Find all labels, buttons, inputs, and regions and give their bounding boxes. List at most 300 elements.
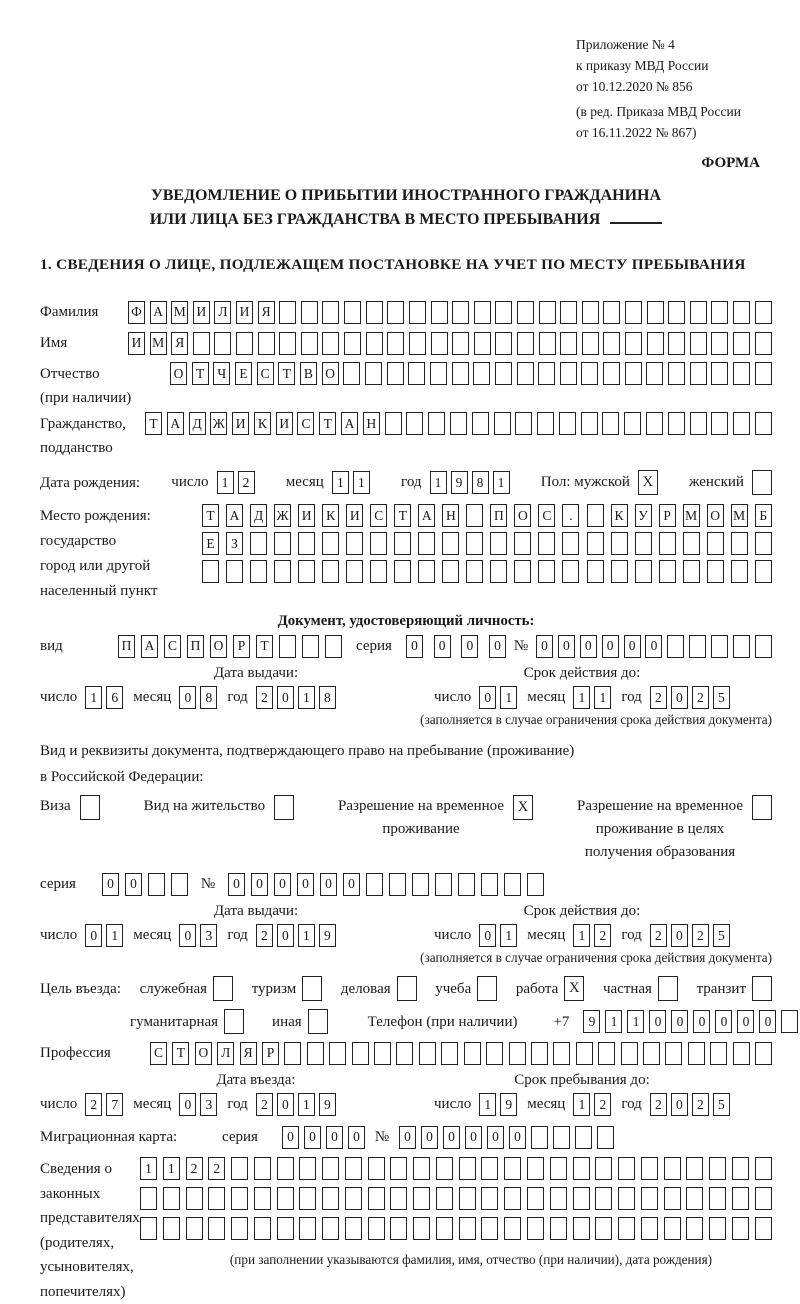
surname-cell[interactable]	[647, 301, 664, 324]
patronymic-cell[interactable]	[343, 362, 360, 385]
representative-cell[interactable]	[732, 1187, 749, 1210]
representative-cell[interactable]	[504, 1187, 521, 1210]
birthplace-cell[interactable]: А	[418, 504, 435, 527]
doc-valid-year-cell[interactable]: 2	[650, 686, 667, 709]
profession-cell[interactable]	[352, 1042, 369, 1065]
birthplace-cell[interactable]	[250, 532, 267, 555]
birthplace-cell[interactable]	[226, 560, 243, 583]
representative-cell[interactable]	[686, 1187, 703, 1210]
doc-valid-month-cell[interactable]: 1	[573, 686, 590, 709]
stay-month-cell[interactable]: 2	[594, 1093, 611, 1116]
representative-cell[interactable]	[345, 1157, 362, 1180]
name-cell[interactable]	[495, 332, 512, 355]
permit-issue-year-cell[interactable]: 9	[319, 924, 336, 947]
birthplace-cell[interactable]	[587, 504, 604, 527]
patronymic-cell[interactable]: Т	[278, 362, 295, 385]
representative-cell[interactable]	[390, 1217, 407, 1240]
birth-year-cell[interactable]: 9	[451, 471, 468, 494]
permit-valid-day-cell[interactable]: 0	[479, 924, 496, 947]
representative-cell[interactable]	[664, 1187, 681, 1210]
surname-cell[interactable]: Ф	[128, 301, 145, 324]
purpose-other-checkbox[interactable]	[308, 1009, 328, 1034]
profession-cell[interactable]	[531, 1042, 548, 1065]
doc-type-cell[interactable]: С	[164, 635, 181, 658]
representative-cell[interactable]	[254, 1157, 271, 1180]
birthplace-cell[interactable]	[514, 532, 531, 555]
birthplace-cell[interactable]	[298, 532, 315, 555]
birthplace-cell[interactable]	[274, 532, 291, 555]
name-cell[interactable]: М	[150, 332, 167, 355]
name-cell[interactable]	[193, 332, 210, 355]
birthplace-cell[interactable]: Т	[202, 504, 219, 527]
representative-cell[interactable]	[527, 1157, 544, 1180]
profession-cell[interactable]	[419, 1042, 436, 1065]
citizenship-cell[interactable]	[537, 412, 554, 435]
patronymic-cell[interactable]	[473, 362, 490, 385]
representative-cell[interactable]	[345, 1187, 362, 1210]
representative-cell[interactable]: 2	[186, 1157, 203, 1180]
representative-cell[interactable]	[664, 1217, 681, 1240]
patronymic-cell[interactable]: О	[170, 362, 187, 385]
surname-cell[interactable]: И	[236, 301, 253, 324]
representative-cell[interactable]	[277, 1187, 294, 1210]
mig-number-cell[interactable]	[575, 1126, 592, 1149]
doc-type-cell[interactable]: П	[118, 635, 135, 658]
birthplace-cell[interactable]: О	[514, 504, 531, 527]
profession-cell[interactable]: Л	[217, 1042, 234, 1065]
representative-cell[interactable]	[322, 1157, 339, 1180]
name-cell[interactable]	[322, 332, 339, 355]
doc-number-cell[interactable]	[667, 635, 684, 658]
stay-day-cell[interactable]: 9	[500, 1093, 517, 1116]
representative-cell[interactable]	[595, 1187, 612, 1210]
doc-number-cell[interactable]: 0	[602, 635, 619, 658]
representative-cell[interactable]	[709, 1157, 726, 1180]
surname-cell[interactable]	[668, 301, 685, 324]
patronymic-cell[interactable]	[646, 362, 663, 385]
doc-number-cell[interactable]: 0	[580, 635, 597, 658]
patronymic-cell[interactable]	[495, 362, 512, 385]
doc-series-cell[interactable]: 0	[461, 635, 478, 658]
permit-number-cell[interactable]: 0	[251, 873, 268, 896]
citizenship-cell[interactable]	[581, 412, 598, 435]
birthplace-cell[interactable]	[442, 560, 459, 583]
entry-year-cell[interactable]: 0	[277, 1093, 294, 1116]
representative-cell[interactable]	[527, 1187, 544, 1210]
name-cell[interactable]	[409, 332, 426, 355]
doc-type-cell[interactable]: А	[141, 635, 158, 658]
representative-cell[interactable]	[550, 1157, 567, 1180]
birthplace-cell[interactable]: П	[490, 504, 507, 527]
birthplace-cell[interactable]: М	[731, 504, 748, 527]
profession-cell[interactable]	[621, 1042, 638, 1065]
doc-valid-day-cell[interactable]: 1	[500, 686, 517, 709]
name-cell[interactable]	[431, 332, 448, 355]
permit-issue-day-cell[interactable]: 1	[106, 924, 123, 947]
surname-cell[interactable]	[431, 301, 448, 324]
name-cell[interactable]	[301, 332, 318, 355]
birthplace-cell[interactable]	[442, 532, 459, 555]
name-cell[interactable]: И	[128, 332, 145, 355]
profession-cell[interactable]	[284, 1042, 301, 1065]
doc-number-cell[interactable]	[711, 635, 728, 658]
citizenship-cell[interactable]	[472, 412, 489, 435]
entry-year-cell[interactable]: 1	[298, 1093, 315, 1116]
patronymic-cell[interactable]	[581, 362, 598, 385]
birthplace-cell[interactable]: С	[370, 504, 387, 527]
birthplace-cell[interactable]	[755, 560, 772, 583]
doc-valid-year-cell[interactable]: 0	[671, 686, 688, 709]
mig-series-cell[interactable]: 0	[348, 1126, 365, 1149]
permit-number-cell[interactable]	[458, 873, 475, 896]
doc-type-cell[interactable]: Р	[233, 635, 250, 658]
citizenship-cell[interactable]	[755, 412, 772, 435]
birthplace-cell[interactable]	[755, 532, 772, 555]
birthplace-cell[interactable]: Т	[394, 504, 411, 527]
representative-cell[interactable]	[322, 1187, 339, 1210]
doc-issue-year-cell[interactable]: 8	[319, 686, 336, 709]
profession-cell[interactable]	[576, 1042, 593, 1065]
permit-valid-month-cell[interactable]: 1	[573, 924, 590, 947]
birthplace-cell[interactable]	[466, 560, 483, 583]
representative-cell[interactable]	[390, 1187, 407, 1210]
permit-number-cell[interactable]	[504, 873, 521, 896]
representative-cell[interactable]	[709, 1187, 726, 1210]
birthplace-cell[interactable]	[490, 560, 507, 583]
birthplace-cell[interactable]	[659, 532, 676, 555]
birthplace-cell[interactable]	[514, 560, 531, 583]
profession-cell[interactable]	[307, 1042, 324, 1065]
representative-cell[interactable]	[504, 1217, 521, 1240]
birthplace-cell[interactable]: А	[226, 504, 243, 527]
surname-cell[interactable]	[279, 301, 296, 324]
representative-cell[interactable]	[686, 1217, 703, 1240]
birthplace-cell[interactable]	[322, 560, 339, 583]
phone-cell[interactable]: 1	[627, 1010, 644, 1033]
representative-cell[interactable]	[481, 1187, 498, 1210]
name-cell[interactable]	[625, 332, 642, 355]
birthplace-cell[interactable]	[659, 560, 676, 583]
mig-number-cell[interactable]: 0	[399, 1126, 416, 1149]
patronymic-cell[interactable]: Т	[192, 362, 209, 385]
patronymic-cell[interactable]	[408, 362, 425, 385]
name-cell[interactable]	[582, 332, 599, 355]
doc-issue-day-cell[interactable]: 1	[85, 686, 102, 709]
birthplace-cell[interactable]: Ж	[274, 504, 291, 527]
citizenship-cell[interactable]: С	[297, 412, 314, 435]
representative-cell[interactable]	[299, 1187, 316, 1210]
birthplace-cell[interactable]	[587, 560, 604, 583]
birthplace-cell[interactable]	[322, 532, 339, 555]
representative-cell[interactable]	[299, 1217, 316, 1240]
representative-cell[interactable]	[368, 1187, 385, 1210]
profession-cell[interactable]	[688, 1042, 705, 1065]
representative-cell[interactable]	[550, 1187, 567, 1210]
purpose-official-checkbox[interactable]	[213, 976, 233, 1001]
surname-cell[interactable]	[733, 301, 750, 324]
profession-cell[interactable]	[374, 1042, 391, 1065]
representative-cell[interactable]	[254, 1187, 271, 1210]
phone-cell[interactable]: 1	[605, 1010, 622, 1033]
birthplace-cell[interactable]	[731, 532, 748, 555]
representative-cell[interactable]	[459, 1187, 476, 1210]
surname-cell[interactable]	[582, 301, 599, 324]
profession-cell[interactable]	[441, 1042, 458, 1065]
phone-cell[interactable]: 0	[759, 1010, 776, 1033]
citizenship-cell[interactable]	[515, 412, 532, 435]
doc-type-cell[interactable]: П	[187, 635, 204, 658]
profession-cell[interactable]	[396, 1042, 413, 1065]
birthplace-cell[interactable]	[562, 532, 579, 555]
permit-issue-month-cell[interactable]: 0	[179, 924, 196, 947]
birthplace-cell[interactable]: Р	[659, 504, 676, 527]
permit-number-cell[interactable]: 0	[343, 873, 360, 896]
entry-day-cell[interactable]: 7	[106, 1093, 123, 1116]
phone-cell[interactable]: 9	[583, 1010, 600, 1033]
birthplace-cell[interactable]	[611, 560, 628, 583]
birthplace-cell[interactable]	[611, 532, 628, 555]
citizenship-cell[interactable]: И	[232, 412, 249, 435]
stay-month-cell[interactable]: 1	[573, 1093, 590, 1116]
representative-cell[interactable]	[481, 1157, 498, 1180]
birth-month-cell[interactable]: 1	[353, 471, 370, 494]
birth-year-cell[interactable]: 1	[493, 471, 510, 494]
representative-cell[interactable]	[755, 1157, 772, 1180]
representative-cell[interactable]	[254, 1217, 271, 1240]
representative-cell[interactable]	[664, 1157, 681, 1180]
entry-month-cell[interactable]: 3	[200, 1093, 217, 1116]
name-cell[interactable]	[517, 332, 534, 355]
stay-year-cell[interactable]: 2	[650, 1093, 667, 1116]
purpose-study-checkbox[interactable]	[477, 976, 497, 1001]
patronymic-cell[interactable]	[365, 362, 382, 385]
permit-valid-year-cell[interactable]: 0	[671, 924, 688, 947]
name-cell[interactable]	[279, 332, 296, 355]
doc-valid-year-cell[interactable]: 5	[713, 686, 730, 709]
profession-cell[interactable]: Я	[240, 1042, 257, 1065]
birthplace-cell[interactable]	[707, 532, 724, 555]
name-cell[interactable]	[603, 332, 620, 355]
doc-type-cell[interactable]: О	[210, 635, 227, 658]
purpose-business-checkbox[interactable]	[397, 976, 417, 1001]
phone-cell[interactable]: 0	[715, 1010, 732, 1033]
birthplace-cell[interactable]	[370, 532, 387, 555]
representative-cell[interactable]	[641, 1217, 658, 1240]
doc-type-cell[interactable]	[279, 635, 296, 658]
name-cell[interactable]	[366, 332, 383, 355]
profession-cell[interactable]	[710, 1042, 727, 1065]
profession-cell[interactable]: Т	[172, 1042, 189, 1065]
birth-month-cell[interactable]: 1	[332, 471, 349, 494]
permit-number-cell[interactable]: 0	[274, 873, 291, 896]
permit-number-cell[interactable]	[481, 873, 498, 896]
permit-valid-year-cell[interactable]: 2	[692, 924, 709, 947]
profession-cell[interactable]	[598, 1042, 615, 1065]
surname-cell[interactable]	[452, 301, 469, 324]
representative-cell[interactable]	[573, 1187, 590, 1210]
profession-cell[interactable]	[509, 1042, 526, 1065]
representative-cell[interactable]	[231, 1187, 248, 1210]
patronymic-cell[interactable]	[560, 362, 577, 385]
representative-cell[interactable]	[368, 1217, 385, 1240]
birthplace-cell[interactable]	[466, 532, 483, 555]
entry-year-cell[interactable]: 9	[319, 1093, 336, 1116]
permit-series-cell[interactable]: 0	[125, 873, 142, 896]
representative-cell[interactable]	[390, 1157, 407, 1180]
representative-cell[interactable]	[618, 1187, 635, 1210]
permit-issue-year-cell[interactable]: 1	[298, 924, 315, 947]
profession-cell[interactable]	[665, 1042, 682, 1065]
name-cell[interactable]	[733, 332, 750, 355]
doc-issue-month-cell[interactable]: 0	[179, 686, 196, 709]
birthplace-cell[interactable]: О	[707, 504, 724, 527]
representative-cell[interactable]	[550, 1217, 567, 1240]
representative-cell[interactable]	[436, 1217, 453, 1240]
surname-cell[interactable]	[474, 301, 491, 324]
citizenship-cell[interactable]: А	[167, 412, 184, 435]
citizenship-cell[interactable]: Т	[319, 412, 336, 435]
birthplace-cell[interactable]	[635, 560, 652, 583]
permit-valid-day-cell[interactable]: 1	[500, 924, 517, 947]
profession-cell[interactable]	[643, 1042, 660, 1065]
patronymic-cell[interactable]: О	[322, 362, 339, 385]
visa-checkbox[interactable]	[80, 795, 100, 820]
patronymic-cell[interactable]	[603, 362, 620, 385]
representative-cell[interactable]	[368, 1157, 385, 1180]
doc-series-cell[interactable]: 0	[406, 635, 423, 658]
representative-cell[interactable]	[595, 1157, 612, 1180]
surname-cell[interactable]	[625, 301, 642, 324]
representative-cell[interactable]: 2	[208, 1157, 225, 1180]
mig-number-cell[interactable]	[597, 1126, 614, 1149]
stay-year-cell[interactable]: 2	[692, 1093, 709, 1116]
birthplace-cell[interactable]	[394, 532, 411, 555]
patronymic-cell[interactable]	[755, 362, 772, 385]
representative-cell[interactable]	[186, 1187, 203, 1210]
birthplace-cell[interactable]: Н	[442, 504, 459, 527]
surname-cell[interactable]	[517, 301, 534, 324]
surname-cell[interactable]	[711, 301, 728, 324]
name-cell[interactable]	[668, 332, 685, 355]
representative-cell[interactable]	[140, 1217, 157, 1240]
purpose-private-checkbox[interactable]	[658, 976, 678, 1001]
representative-cell[interactable]	[163, 1217, 180, 1240]
representative-cell[interactable]	[299, 1157, 316, 1180]
doc-issue-year-cell[interactable]: 1	[298, 686, 315, 709]
citizenship-cell[interactable]: Н	[363, 412, 380, 435]
patronymic-cell[interactable]	[668, 362, 685, 385]
representative-cell[interactable]	[163, 1187, 180, 1210]
representative-cell[interactable]	[413, 1187, 430, 1210]
representative-cell[interactable]	[755, 1217, 772, 1240]
surname-cell[interactable]	[387, 301, 404, 324]
name-cell[interactable]	[474, 332, 491, 355]
patronymic-cell[interactable]	[387, 362, 404, 385]
birthplace-cell[interactable]	[490, 532, 507, 555]
name-cell[interactable]	[214, 332, 231, 355]
surname-cell[interactable]: И	[193, 301, 210, 324]
birthplace-cell[interactable]	[418, 532, 435, 555]
mig-number-cell[interactable]: 0	[421, 1126, 438, 1149]
surname-cell[interactable]	[409, 301, 426, 324]
birthplace-cell[interactable]: К	[322, 504, 339, 527]
citizenship-cell[interactable]: А	[341, 412, 358, 435]
name-cell[interactable]	[387, 332, 404, 355]
representative-cell[interactable]	[413, 1217, 430, 1240]
birthplace-cell[interactable]: К	[611, 504, 628, 527]
representative-cell[interactable]	[573, 1217, 590, 1240]
representative-cell[interactable]	[231, 1217, 248, 1240]
permit-valid-year-cell[interactable]: 2	[650, 924, 667, 947]
birthplace-cell[interactable]	[370, 560, 387, 583]
profession-cell[interactable]: С	[150, 1042, 167, 1065]
birthplace-cell[interactable]	[466, 504, 483, 527]
citizenship-cell[interactable]: Ж	[210, 412, 227, 435]
birthplace-cell[interactable]: Б	[755, 504, 772, 527]
patronymic-cell[interactable]	[517, 362, 534, 385]
birthplace-cell[interactable]: .	[562, 504, 579, 527]
doc-issue-year-cell[interactable]: 0	[277, 686, 294, 709]
citizenship-cell[interactable]	[733, 412, 750, 435]
birthplace-cell[interactable]	[587, 532, 604, 555]
representative-cell[interactable]	[641, 1187, 658, 1210]
representative-cell[interactable]	[573, 1157, 590, 1180]
birthplace-cell[interactable]: И	[298, 504, 315, 527]
doc-type-cell[interactable]: Т	[256, 635, 273, 658]
birth-year-cell[interactable]: 1	[430, 471, 447, 494]
birth-day-cell[interactable]: 1	[217, 471, 234, 494]
birthplace-cell[interactable]	[202, 560, 219, 583]
doc-issue-year-cell[interactable]: 2	[256, 686, 273, 709]
patronymic-cell[interactable]	[711, 362, 728, 385]
birth-year-cell[interactable]: 8	[472, 471, 489, 494]
name-cell[interactable]	[236, 332, 253, 355]
representative-cell[interactable]	[208, 1217, 225, 1240]
profession-cell[interactable]	[733, 1042, 750, 1065]
doc-number-cell[interactable]	[689, 635, 706, 658]
permit-number-cell[interactable]	[527, 873, 544, 896]
doc-valid-month-cell[interactable]: 1	[594, 686, 611, 709]
citizenship-cell[interactable]: К	[254, 412, 271, 435]
phone-cell[interactable]: 0	[671, 1010, 688, 1033]
representative-cell[interactable]: 1	[163, 1157, 180, 1180]
mig-series-cell[interactable]: 0	[304, 1126, 321, 1149]
citizenship-cell[interactable]: Т	[145, 412, 162, 435]
citizenship-cell[interactable]	[646, 412, 663, 435]
representative-cell[interactable]	[686, 1157, 703, 1180]
mig-series-cell[interactable]: 0	[326, 1126, 343, 1149]
representative-cell[interactable]	[322, 1217, 339, 1240]
permit-number-cell[interactable]	[412, 873, 429, 896]
mig-number-cell[interactable]: 0	[509, 1126, 526, 1149]
doc-number-cell[interactable]: 0	[558, 635, 575, 658]
representative-cell[interactable]	[641, 1157, 658, 1180]
temp-residence-edu-checkbox[interactable]	[752, 795, 772, 820]
representative-cell[interactable]	[459, 1157, 476, 1180]
mig-number-cell[interactable]: 0	[487, 1126, 504, 1149]
birthplace-cell[interactable]	[274, 560, 291, 583]
birthplace-cell[interactable]	[707, 560, 724, 583]
surname-cell[interactable]	[560, 301, 577, 324]
patronymic-cell[interactable]	[733, 362, 750, 385]
doc-number-cell[interactable]: 0	[624, 635, 641, 658]
patronymic-cell[interactable]	[538, 362, 555, 385]
representative-cell[interactable]	[459, 1217, 476, 1240]
stay-year-cell[interactable]: 5	[713, 1093, 730, 1116]
surname-cell[interactable]	[539, 301, 556, 324]
name-cell[interactable]	[560, 332, 577, 355]
patronymic-cell[interactable]	[625, 362, 642, 385]
